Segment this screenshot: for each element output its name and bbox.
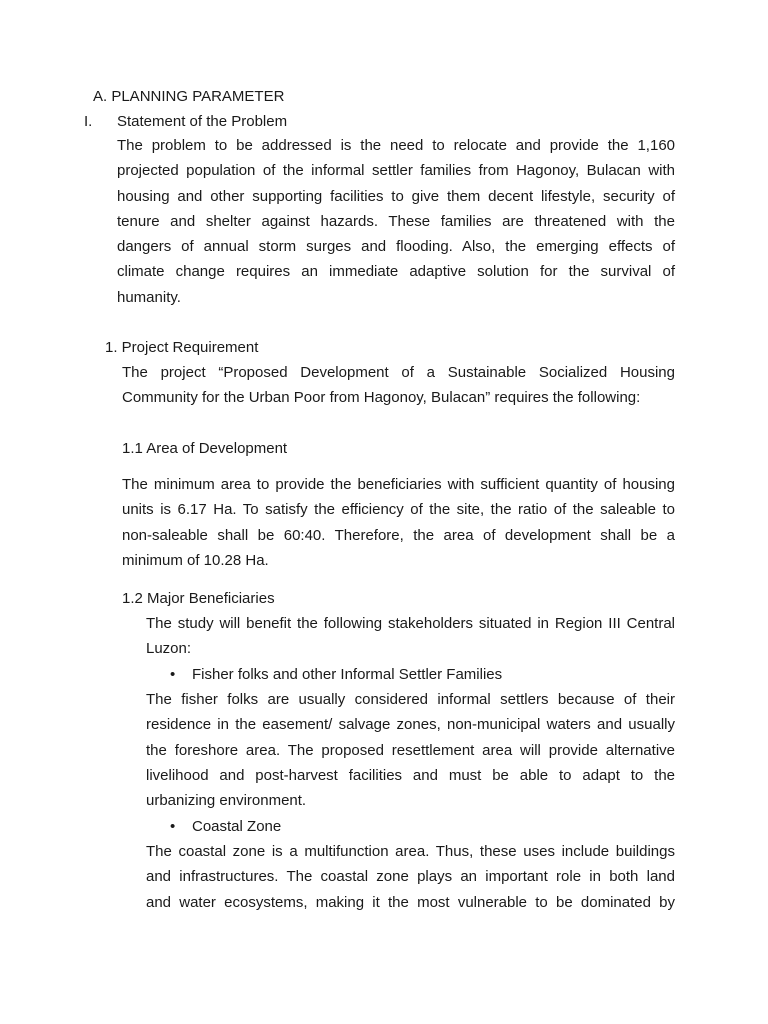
subsection-title: 1.2 Major Beneficiaries: [122, 590, 275, 607]
text-line: The study will benefit the following stakeholders situated in Region III Central: [146, 615, 675, 632]
text-line: The coastal zone is a multifunction area. Thus, these uses include buildings: [146, 843, 675, 860]
text-line: and water ecosystems, making it the most vulnerable to be dominated by: [146, 893, 675, 911]
text-line: humanity.: [117, 288, 181, 306]
beneficiaries-intro-paragraph: [146, 611, 675, 662]
bullet-icon: •: [170, 666, 176, 683]
coastal-zone-paragraph: [146, 839, 675, 915]
area-development-paragraph: [122, 472, 675, 573]
project-requirement-paragraph: [122, 360, 675, 411]
text-line: the foreshore area. The proposed resettlement area will provide alternative: [146, 741, 675, 759]
text-line: and infrastructures. The coastal zone plays an important role in both land: [146, 868, 675, 886]
subsection-title: 1. Project Requirement: [105, 339, 259, 356]
section-title: Statement of the Problem: [117, 113, 288, 130]
text-line: livelihood and post-harvest facilities and must be able to adapt to the: [146, 766, 675, 784]
fisher-folks-paragraph: [146, 687, 675, 813]
subsection-title: 1.1 Area of Development: [122, 440, 288, 457]
text-line: residence in the easement/ salvage zones, non-municipal waters and usually: [146, 716, 675, 734]
text-line: projected population of the informal settler families from Hagonoy, Bulacan with: [117, 162, 675, 180]
bullet-icon: •: [170, 818, 176, 835]
text-line: urbanizing environment.: [146, 792, 307, 810]
text-line: The fisher folks are usually considered informal settlers because of their: [146, 691, 675, 708]
section-numeral: I.: [84, 113, 93, 130]
text-line: housing and other supporting facilities to give them decent lifestyle, security of: [117, 187, 675, 205]
text-line: The project “Proposed Development of a Sustainable Socialized Housing: [122, 364, 675, 381]
text-line: units is 6.17 Ha. To satisfy the efficiency of the site, the ratio of the saleable to: [122, 501, 675, 519]
text-line: Community for the Urban Poor from Hagonoy, Bulacan” requires the following:: [122, 389, 641, 407]
text-line: minimum of 10.28 Ha.: [122, 551, 269, 569]
bullet-item: Fisher folks and other Informal Settler Families: [192, 666, 503, 683]
text-line: The minimum area to provide the beneficiaries with sufficient quantity of housing: [122, 476, 675, 493]
problem-statement-paragraph: [117, 133, 675, 310]
text-line: The problem to be addressed is the need to relocate and provide the 1,160: [117, 137, 675, 154]
section-heading: A. PLANNING PARAMETER: [93, 88, 285, 105]
text-line: non-saleable shall be 60:40. Therefore, the area of development shall be a: [122, 526, 675, 544]
bullet-item: Coastal Zone: [192, 818, 282, 835]
text-line: climate change requires an immediate adaptive solution for the survival of: [117, 263, 675, 281]
text-line: dangers of annual storm surges and flooding. Also, the emerging effects of: [117, 238, 675, 256]
text-line: tenure and shelter against hazards. These families are threatened with the: [117, 212, 675, 230]
text-line: Luzon:: [146, 640, 192, 658]
